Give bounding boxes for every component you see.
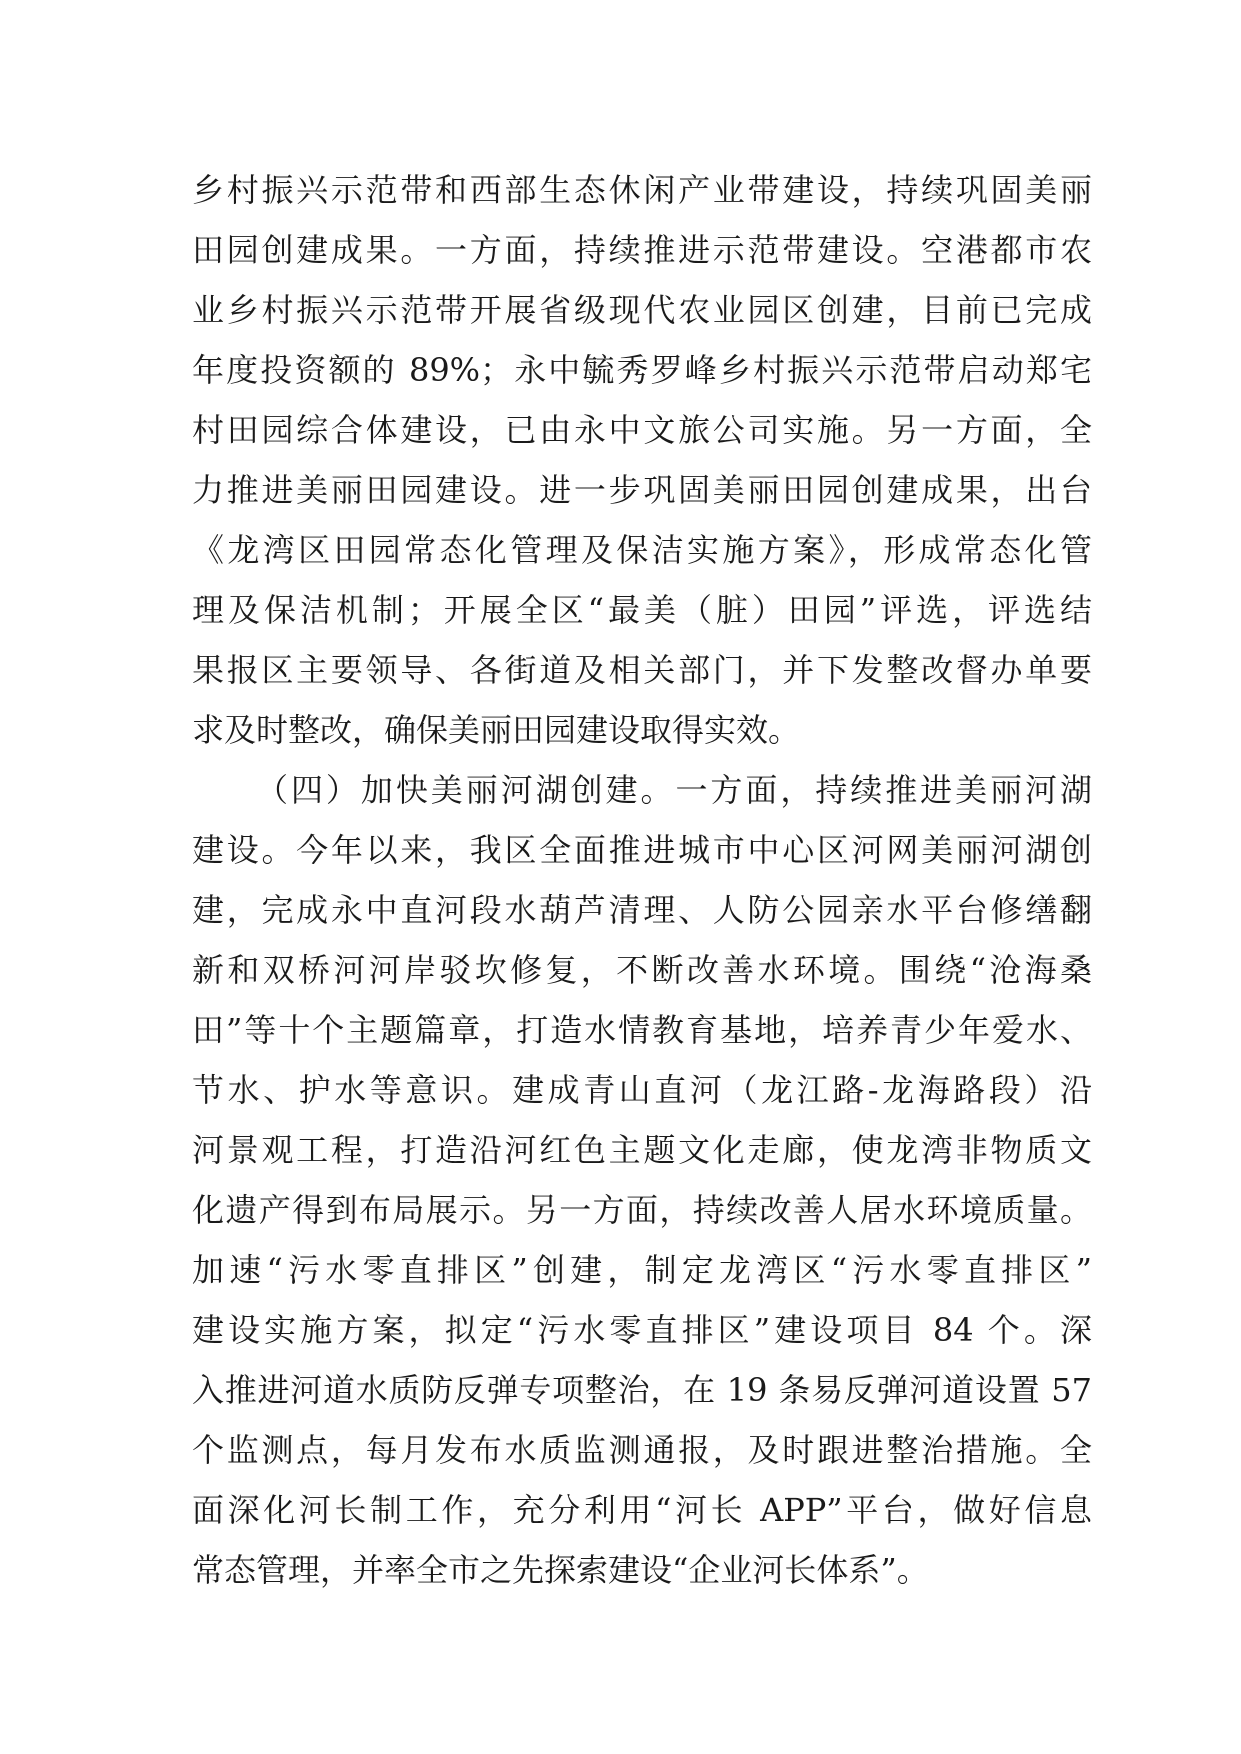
paragraph-line: 新和双桥河河岸驳坎修复，不断改善水环境。围绕“沧海桑 xyxy=(192,951,1092,989)
paragraph-line: 常态管理，并率全市之先探索建设“企业河长体系”。 xyxy=(192,1551,929,1589)
paragraph-line: 年度投资额的 89%；永中毓秀罗峰乡村振兴示范带启动郑宅 xyxy=(192,351,1092,389)
paragraph-line: 建，完成永中直河段水葫芦清理、人防公园亲水平台修缮翻 xyxy=(192,891,1092,929)
paragraph-line: 力推进美丽田园建设。进一步巩固美丽田园创建成果，出台 xyxy=(192,471,1092,509)
paragraph-line: 《龙湾区田园常态化管理及保洁实施方案》，形成常态化管 xyxy=(192,531,1092,569)
paragraph-line: 入推进河道水质防反弹专项整治，在 19 条易反弹河道设置 57 xyxy=(192,1371,1092,1409)
paragraph-line: 求及时整改，确保美丽田园建设取得实效。 xyxy=(192,711,801,749)
paragraph-line: 建设实施方案，拟定“污水零直排区”建设项目 84 个。深 xyxy=(192,1311,1092,1349)
paragraph-line: 田园创建成果。一方面，持续推进示范带建设。空港都市农 xyxy=(192,231,1092,269)
paragraph-line: 建设。今年以来，我区全面推进城市中心区河网美丽河湖创 xyxy=(192,831,1092,869)
body-text xyxy=(192,160,1092,1600)
paragraph-line: 理及保洁机制；开展全区“最美（脏）田园”评选，评选结 xyxy=(192,591,1092,629)
paragraph-line: 田”等十个主题篇章，打造水情教育基地，培养青少年爱水、 xyxy=(192,1011,1092,1049)
paragraph-line: 加速“污水零直排区”创建，制定龙湾区“污水零直排区” xyxy=(192,1251,1092,1289)
paragraph-line: 乡村振兴示范带和西部生态休闲产业带建设，持续巩固美丽 xyxy=(192,171,1092,209)
paragraph-line: 个监测点，每月发布水质监测通报，及时跟进整治措施。全 xyxy=(192,1431,1092,1469)
paragraph-line: 节水、护水等意识。建成青山直河（龙江路-龙海路段）沿 xyxy=(192,1071,1092,1109)
section-heading-line: （四）加快美丽河湖创建。一方面，持续推进美丽河湖 xyxy=(256,771,1092,809)
paragraph-line: 河景观工程，打造沿河红色主题文化走廊，使龙湾非物质文 xyxy=(192,1131,1092,1169)
paragraph-line: 村田园综合体建设，已由永中文旅公司实施。另一方面，全 xyxy=(192,411,1092,449)
paragraph-line: 业乡村振兴示范带开展省级现代农业园区创建，目前已完成 xyxy=(192,291,1092,329)
paragraph-line: 果报区主要领导、各街道及相关部门，并下发整改督办单要 xyxy=(192,651,1092,689)
paragraph-line: 化遗产得到布局展示。另一方面，持续改善人居水环境质量。 xyxy=(192,1191,1092,1229)
paragraph-line: 面深化河长制工作，充分利用“河长 APP”平台，做好信息 xyxy=(192,1491,1092,1529)
